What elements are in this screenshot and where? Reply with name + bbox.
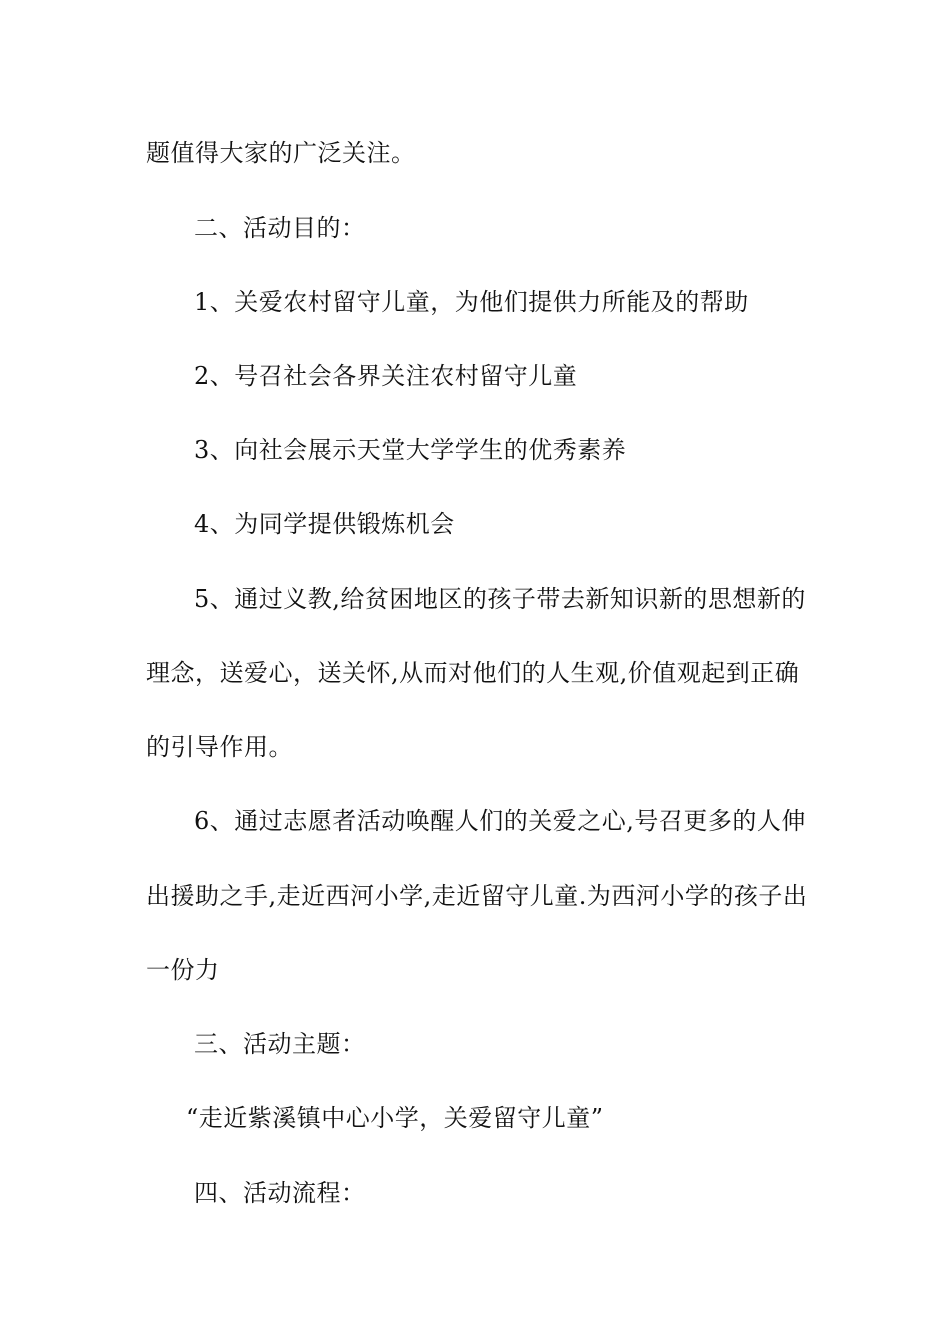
list-item-5-line-1: 5、通过义教,给贫困地区的孩子带去新知识新的思想新的 bbox=[194, 585, 806, 613]
list-item-6-line-2: 出援助之手,走近西河小学,走近留守儿童.为西河小学的孩子出 bbox=[146, 882, 808, 910]
list-item-6-line-3: 一份力 bbox=[146, 956, 220, 984]
text-line-continuation: 题值得大家的广泛关注。 bbox=[146, 139, 416, 167]
list-item-5-line-2: 理念，送爱心，送关怀,从而对他们的人生观,价值观起到正确 bbox=[146, 659, 800, 687]
list-item-3: 3、向社会展示天堂大学学生的优秀素养 bbox=[194, 436, 627, 464]
list-item-1: 1、关爱农村留守儿童，为他们提供力所能及的帮助 bbox=[194, 288, 749, 316]
list-item-4: 4、为同学提供锻炼机会 bbox=[194, 510, 455, 538]
list-item-2: 2、号召社会各界关注农村留守儿童 bbox=[194, 362, 578, 390]
section-heading-process: 四、活动流程： bbox=[194, 1179, 366, 1207]
list-item-6-line-1: 6、通过志愿者活动唤醒人们的关爱之心,号召更多的人伸 bbox=[194, 807, 806, 835]
section-heading-purpose: 二、活动目的： bbox=[194, 214, 366, 242]
theme-quote: “走近紫溪镇中心小学，关爱留守儿童” bbox=[186, 1104, 604, 1132]
list-item-5-line-3: 的引导作用。 bbox=[146, 733, 293, 761]
section-heading-theme: 三、活动主题： bbox=[194, 1030, 366, 1058]
